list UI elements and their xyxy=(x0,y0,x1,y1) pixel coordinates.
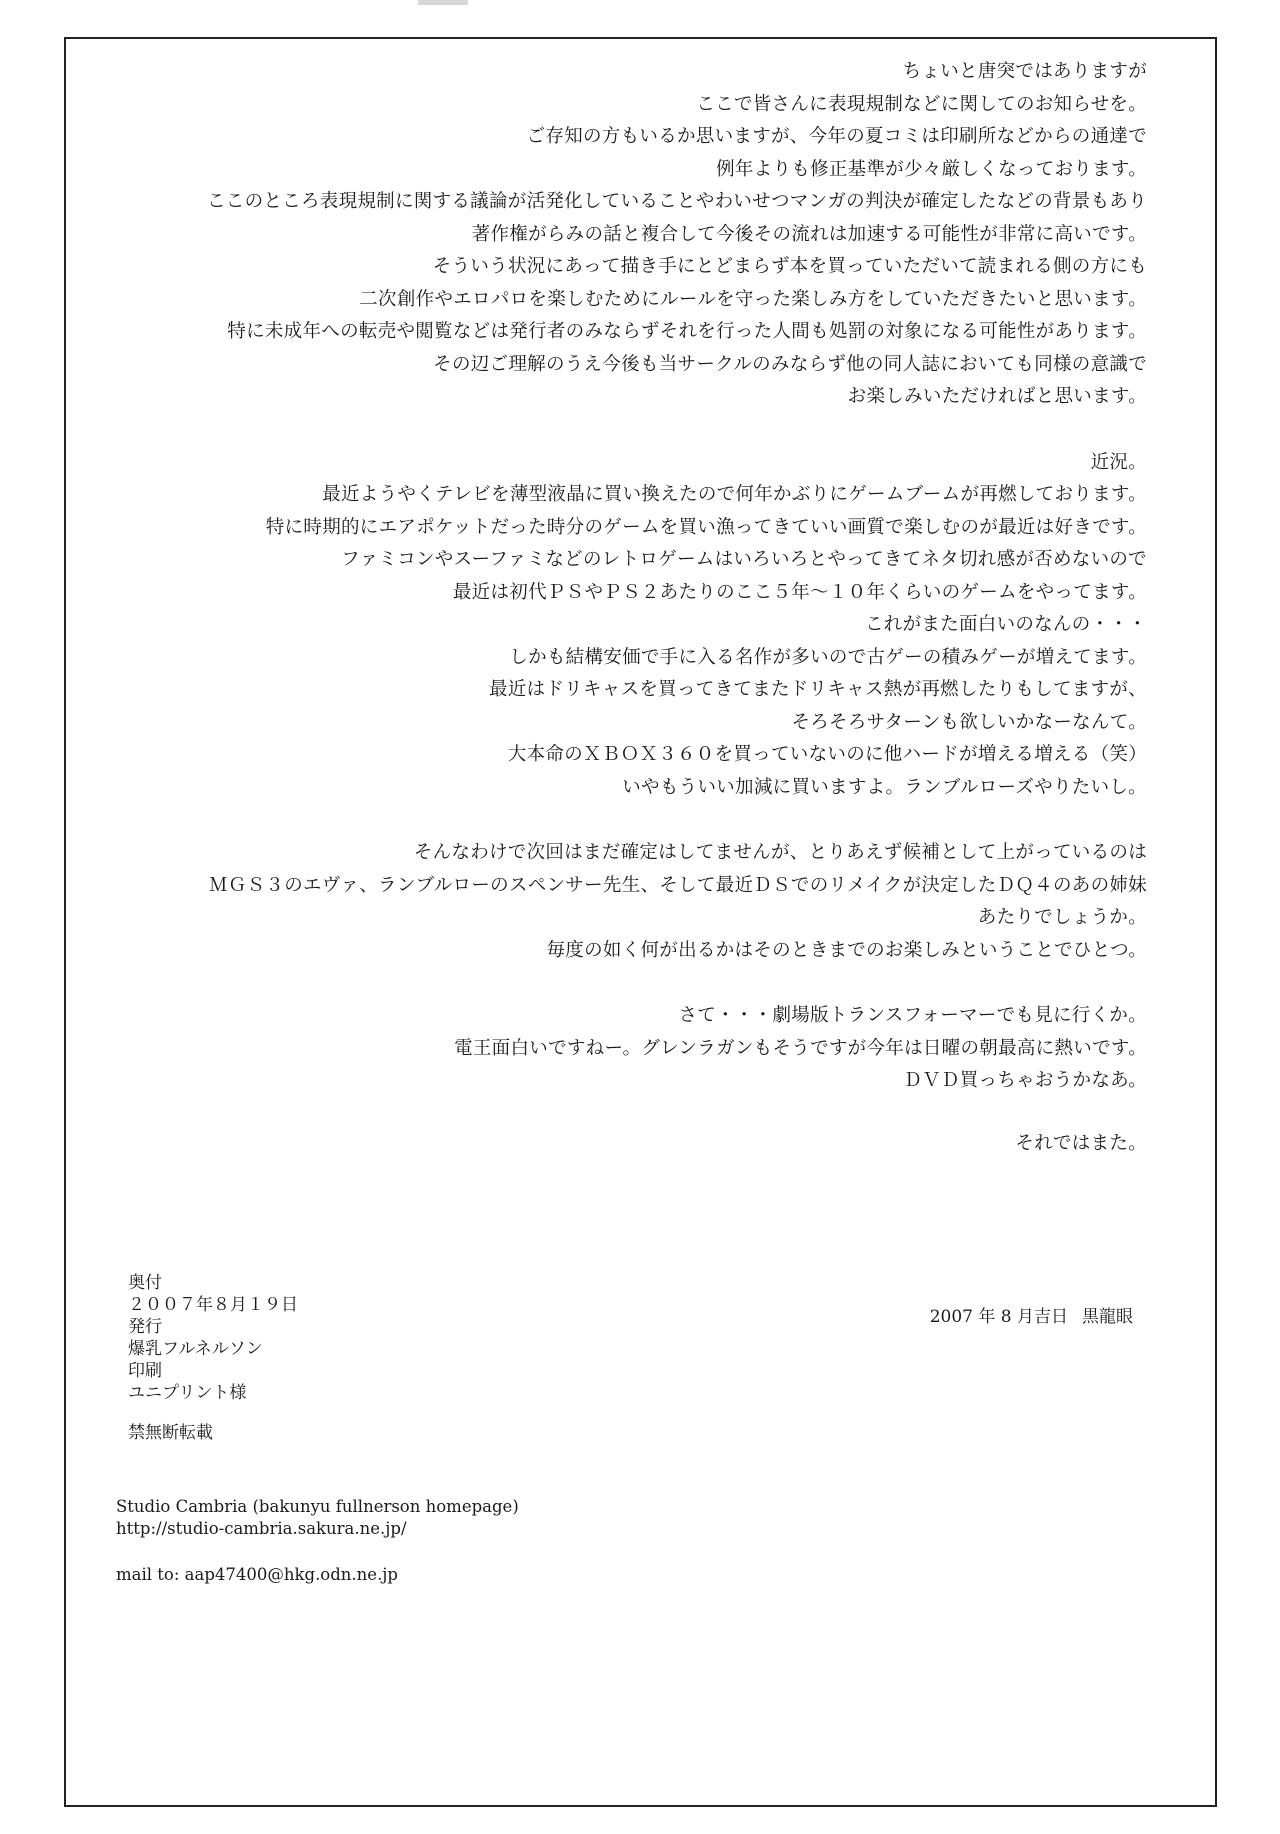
colophon xyxy=(128,1272,298,1444)
notice-line: 例年よりも修正基準が少々厳しくなっております。 xyxy=(716,158,1147,180)
recent-line: いやもういい加減に買いますよ。ランブルローズやりたいし。 xyxy=(622,776,1147,798)
notice-line: お楽しみいただければと思います。 xyxy=(847,386,1147,407)
recent-line: 最近ようやくテレビを薄型液晶に買い換えたので何年かぶりにゲームブームが再燃しております。 xyxy=(322,484,1147,505)
recent-line: 大本命のＸＢＯＸ３６０を買っていないのに他ハードが増える増える（笑） xyxy=(507,744,1147,765)
notice-line: 著作権がらみの話と複合して今後その流れは加速する可能性が非常に高いです。 xyxy=(471,223,1147,245)
signoff: それではまた。 xyxy=(1015,1132,1147,1154)
recent-line: しかも結構安価で手に入る名作が多いので古ゲーの積みゲーが増えてます。 xyxy=(509,646,1147,668)
recent-line: これがまた面白いのなんの・・・ xyxy=(864,614,1147,635)
notice-line: その辺ご理解のうえ今後も当サークルのみならず他の同人誌においても同様の意識で xyxy=(433,353,1147,375)
signature-date: 2007 年 8 月吉日 xyxy=(929,1307,1068,1327)
site-name: Studio Cambria (bakunyu fullnerson homepage) xyxy=(116,1497,519,1516)
recent-line: 最近は初代ＰＳやＰＳ２あたりのここ５年〜１０年くらいのゲームをやってます。 xyxy=(452,581,1147,603)
next-line: 毎度の如く何が出るかはそのときまでのお楽しみということでひとつ。 xyxy=(546,939,1147,961)
recent-heading: 近況。 xyxy=(1090,451,1147,473)
notice-line: ご存知の方もいるか思いますが、今年の夏コミは印刷所などからの通達で xyxy=(526,126,1147,147)
mail-address[interactable]: mail to: aap47400@hkg.odn.ne.jp xyxy=(116,1565,398,1584)
contact-footer xyxy=(116,1496,519,1586)
notice-line: ここのところ表現規制に関する議論が活発化していることやわいせつマンガの判決が確定したなどの背景もあり xyxy=(206,191,1147,212)
afterword-text xyxy=(67,56,1147,1160)
next-line: ＭＧＳ３のエヴァ、ランブルローのスペンサー先生、そして最近ＤＳでのリメイクが決定したＤＱ４のあの姉妹 xyxy=(209,874,1147,896)
signature xyxy=(916,1302,1133,1327)
publisher: 爆乳フルネルソン xyxy=(128,1339,263,1359)
site-url[interactable]: http://studio-cambria.sakura.ne.jp/ xyxy=(116,1519,407,1538)
recent-line: 最近はドリキャスを買ってきてまたドリキャス熱が再燃したりもしてますが、 xyxy=(488,679,1147,700)
closing-line: ＤＶＤ買っちゃおうかなあ。 xyxy=(903,1070,1147,1091)
colophon-date: ２００７年８月１９日 xyxy=(128,1295,298,1315)
recent-line: 特に時期的にエアポケットだった時分のゲームを買い漁ってきていい画質で楽しむのが最近は好きです。 xyxy=(265,516,1147,538)
notice-line: 二次創作やエロパロを楽しむためにルールを守った楽しみ方をしていただきたいと思います。 xyxy=(359,288,1147,310)
next-line: あたりでしょうか。 xyxy=(977,907,1147,928)
recent-line: そろそろサターンも欲しいかなーなんて。 xyxy=(791,711,1147,733)
scan-mark xyxy=(418,0,468,5)
printer: ユニプリント様 xyxy=(128,1383,247,1403)
recent-line: ファミコンやスーファミなどのレトロゲームはいろいろとやってきてネタ切れ感が否めないので xyxy=(341,549,1147,570)
colophon-title: 奥付 xyxy=(128,1273,162,1293)
signature-author: 黒龍眼 xyxy=(1082,1307,1133,1327)
publisher-label: 発行 xyxy=(128,1317,162,1337)
closing-line: さて・・・劇場版トランスフォーマーでも見に行くか。 xyxy=(678,1005,1147,1026)
printer-label: 印刷 xyxy=(128,1361,162,1381)
closing-line: 電王面白いですねー。グレンラガンもそうですが今年は日曜の朝最高に熱いです。 xyxy=(454,1037,1147,1059)
notice-line: そういう状況にあって描き手にとどまらず本を買っていただいて読まれる側の方にも xyxy=(432,256,1147,277)
next-line: そんなわけで次回はまだ確定はしてませんが、とりあえず候補として上がっているのは xyxy=(413,842,1147,863)
notice-line: 特に未成年への転売や閲覧などは発行者のみならずそれを行った人間も処罰の対象になる可能性があります。 xyxy=(227,321,1147,342)
reprint-notice: 禁無断転載 xyxy=(128,1423,213,1443)
notice-line: ここで皆さんに表現規制などに関してのお知らせを。 xyxy=(696,93,1147,115)
notice-line: ちょいと唐突ではありますが xyxy=(902,61,1147,82)
